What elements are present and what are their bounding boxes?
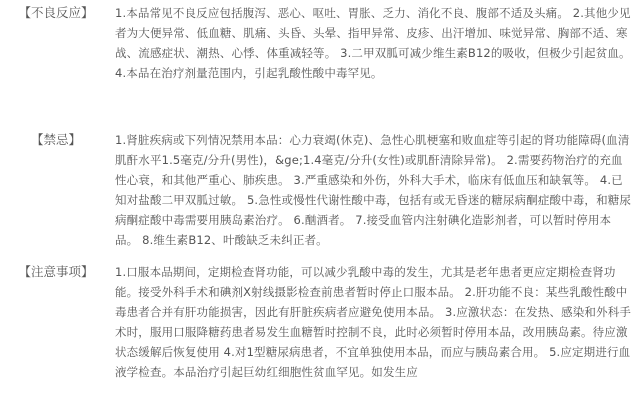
contraindications-label: 【禁忌】 (30, 132, 81, 147)
precautions-text: 1.口服本品期间，定期检查肾功能，可以减少乳酸中毒的发生，尤其是老年患者更应定期检查肾功能。接受外科手术和碘剂X射线摄影检查前患者暂时停止口服本品。 2.肝功能不良：某些乳酸性酸中毒患者合并有肝功能损害，因此有肝脏疾病者应避免使用本品。 3.应激状态：在发热、感染和外科手术时，服用口服降糖药患者易发生血糖暂时控制不良，此时必须暂时停用本品，改用胰岛素。待应激状态缓解后恢复使用 4.对1型糖尿病患者，不宜单独使用本品，而应与胰岛素合用。 5.应定期进行血液学检查。本品治疗引起巨幼红细胞性贫血罕见。如发生应 (115, 265, 632, 379)
adverse-reactions-text: 1.本品常见不良反应包括腹泻、恶心、呕吐、胃胀、乏力、消化不良、腹部不适及头痛。 2.其他少见者为大便异常、低血糖、肌痛、头昏、头晕、指甲异常、皮疹、出汗增加、味觉异常、胸部不适、寒战、流感症状、潮热、心悸、体重减轻等。 3.二甲双胍可减少维生素B12的吸收，但极少引起贫血。 4.本品在治疗剂量范围内，引起乳酸性酸中毒罕见。 (115, 6, 631, 80)
contraindications-text: 1.肾脏疾病或下列情况禁用本品：心力衰竭(休克)、急性心肌梗塞和败血症等引起的肾功能障碍(血清肌酐水平1.5毫克/分升(男性)，&ge;1.4毫克/分升(女性)或肌酐清除异常)。 2.需要药物治疗的充血性心衰，和其他严重心、肺疾患。 3.严重感染和外伤，外科大手术，临床有低血压和缺氧等。 4.已知对盐酸二甲双胍过敏。 5.急性或慢性代谢性酸中毒，包括有或无昏迷的糖尿病酮症酸中毒，和糖尿病酮症酸中毒需要用胰岛素治疗。 6.酗酒者。 7.接受血管内注射碘化造影剂者，可以暂时停用本品。 8.维生素B12、叶酸缺乏未纠正者。 (115, 133, 632, 247)
precautions-label: 【注意事项】 (18, 264, 94, 279)
adverse-reactions-label: 【不良反应】 (18, 5, 94, 20)
